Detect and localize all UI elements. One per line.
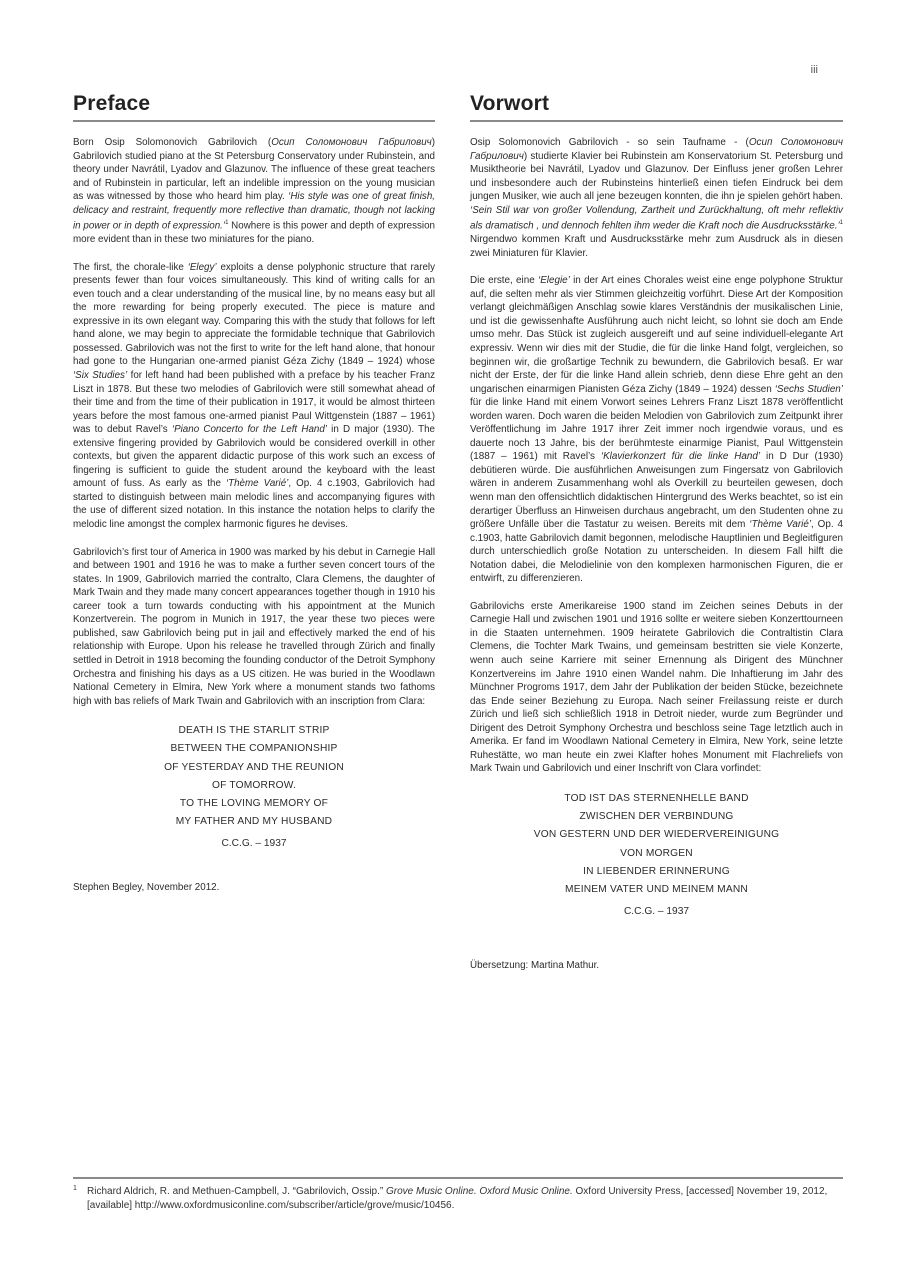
preface-body [73, 136, 435, 894]
vorwort-title: Vorwort [470, 92, 843, 122]
preface-author-credit: Stephen Begley, November 2012. [73, 881, 220, 893]
preface-paragraph-1: Born Osip Solomonovich Gabrilovich (Осип Соломонович Габрилович) Gabrilovich studied piano at the St Petersburg Conservatory under Rubinstein, and theory under Navrátil, Lyadov and Glazunov. The influence of these great teachers and of Rubinstein in particular, left an indelible impression on the young musician as was witnessed by those who heard him play. ‘His style was one of great finish, delicacy and restraint, frequently more reflective than dramatic, though not lacking in power or in depth of expression.’$^1$ Nowhere is this power and depth of expression more evident than in these two miniatures for the piano. [73, 137, 435, 246]
footnote-text: Richard Aldrich, R. and Methuen-Campbell, J. “Gabrilovich, Ossip.” Grove Music Online. Oxford Music Online. Oxford University Press, [accessed] November 19, 2012, [available] http://www.oxfordmusiconline.com/subscriber/article/grove/music/10456. [87, 1186, 828, 1211]
vorwort-paragraph-3: Gabrilovichs erste Amerikareise 1900 stand im Zeichen seines Debuts in der Carnegie Hall und zwischen 1901 und 1916 sollte er weitere sieben Konzerttourneen in die Staaten unternehmen. 1909 heiratete Gabrilovich die Contraltistin Clara Clemens, die Tochter Mark Twains, und gemeinsam bestritten sie viele Konzerte, wenn auch seine Karriere mit seiner Ernennung als Dirigent des Münchner Konzertvereins im Jahre 1910 einen Wandel nahm. Die Inhaftierung im Jahr des Münchner Progroms 1917, dem Jahr der Publikation der beiden Stücke, bezeichnete das Ende seiner Beziehung zu Europa. Nach seiner Freilassung reiste er durch Zürich und ließ sich schließlich 1918 in Detroit nieder, wurde zum Begründer und Dirigent des Detroit Symphony Orchestra und beschloss seine Tage letztlich auch in Amerika. Er fand im Woodlawn National Cemetery in Elmira, New York, seine letzte Ruhestätte, wo man heute ein zwei Klafter hohes Monument mit Flachreliefs von Mark Twain und Gabrilovich und einer Inschrift von Clara vorfindet: [470, 600, 843, 775]
epitaph-line: OF YESTERDAY AND THE REUNION [164, 761, 344, 773]
epitaph-line: DEATH IS THE STARLIT STRIP [178, 725, 330, 737]
vorwort-signoff: C.C.G. – 1937 [623, 906, 690, 918]
epitaph-line: TO THE LOVING MEMORY OF [179, 797, 329, 809]
footnote-ref[interactable]: 1 [839, 220, 843, 227]
footnote-divider [73, 1177, 843, 1179]
epitaph-line: VON GESTERN UND DER WIEDERVEREINIGUNG [533, 829, 780, 841]
epitaph-line: MY FATHER AND MY HUSBAND [175, 816, 333, 828]
page-number: iii [810, 64, 818, 76]
footnote-mark: 1 [73, 1185, 77, 1192]
epitaph-line: ZWISCHEN DER VERBINDUNG [579, 811, 734, 823]
epitaph-line: OF TOMORROW. [211, 779, 297, 791]
preface-column [73, 92, 435, 894]
preface-paragraph-3: Gabrilovich’s first tour of America in 1900 was marked by his debut in Carnegie Hall and between 1901 and 1916 he was to make a further seven concert tours of the states. In 1909, Gabrilovich married the contralto, Clara Clemens, the daughter of Mark Twain and they made many concert appearances together though in 1910 his career took a turn towards conducting with his appointment at the Munich Konzertverein. The pogrom in Munich in 1917, the year these two pieces were published, saw Gabrilovich being put in jail and effectively marked the end of his relationship with Europe. Upon his release he travelled through Zürich and finally settled in Detroit in 1918 becoming the founding conductor of the Detroit Symphony Orchestra and finishing his days as a US citizen. He was buried in the Woodlawn National Cemetery in Elmira, New York where a monument stands two fathoms high with bas reliefs of Mark Twain and Gabrilovich with an inscription from Clara: [73, 546, 435, 707]
footnote [73, 1185, 843, 1213]
vorwort-paragraph-2: Die erste, eine ‘Elegie’ in der Art eines Chorales weist eine enge polyphone Struktur auf, die selten mehr als vier Stimmen gleichzeitig vorführt. Diese Art der Komposition verlangt gleichmäßigen Anschlag sowie klares Verständnis der musikalischen Linie, und ist die gewissenhafte Ausführung auch nicht leicht, so lohnt sie doch am Ende umso mehr. Das Stück ist zugleich ausgereift und auf seine individuell-elegante Art expressiv. Wenn wir dies mit der Studie, die für die linke Hand folgt, vergleichen, so beginnen wir, die großartige Technik zu bewundern, die Gabrilovich besaß. Er war nicht der Erste, der für die linke Hand allein schrieb, denn diese Ehre geht an den ungarischen einarmigen Pianisten Géza Zichy (1849 – 1924) dessen ‘Sechs Studien’ für die linke Hand mit einem Vorwort seines Lehrers Franz Liszt 1878 veröffentlicht worden waren. Doch waren die beiden Melodien von Gabrilovich zum Zeitpunkt ihrer Veröffentlichung im Jahre 1917 ihrer Zeit immer noch irgendwie voraus, und es dauerte noch 13 Jahre, bis der berühmteste einarmige Pianist, Paul Wittgenstein (1887 – 1961) mit Ravel’s ‘Klavierkonzert für die linke Hand’ in D Dur (1930) debütieren würde. Die ausführlichen Anweisungen zum Fingersatz von Gabrilovich wären in anderem Zusammenhang wohl als Overkill zu beurteilen gewesen, doch wenn man den offensichtlich didaktischen Hintergrund des Werks beachtet, so ist ein derartiger Überfluss an Hinweisen durchaus angebracht, um den Studenten ohne zu größere Unfälle über die Tastatur zu weisen. Bereits mit dem ‘Thème Varié’, Op. 4 c.1903, hatte Gabrilovich damit begonnen, melodische Hauptlinien und Begleitfiguren durch unterschiedlich große Notation zu unterscheiden. In diesem Fall hilft die Notation dabei, die Melodielinie von den komplexen harmonischen Figuren, die er entwirft, zu differenzieren. [470, 275, 844, 585]
epitaph-line: MEINEM VATER UND MEINEM MANN [565, 883, 748, 895]
epitaph-line: TOD IST DAS STERNENHELLE BAND [564, 792, 749, 804]
preface-paragraph-2: The first, the chorale-like ‘Elegy’ exploits a dense polyphonic structure that rarely presents fewer than four voices simultaneously. This kind of writing calls for an even touch and a clear understanding of the musical line, by no means easy but all the more rewarding for being properly executed. The piece is mature and expressive in its own elegant way. Comparing this with the study that follows for left hand alone, we may begin to appreciate the formidable technique that Gabrilovich possessed. Gabrilovich was not the first to write for the left hand alone, that honour had gone to the Hungarian one-armed pianist Géza Zichy (1849 – 1924) whose ‘Six Studies’ for left hand had been published with a preface by his teacher Franz Liszt in 1878. But these two melodies of Gabrilovich were still somewhat ahead of their time and from the time of their publication in 1917, it would be almost thirteen years before the most famous one-armed pianist Paul Wittgenstein (1887 – 1961) was to debut Ravel’s ‘Piano Concerto for the Left Hand’ in D major (1930). The extensive fingering provided by Gabrilovich would be considered overkill in other contexts, but given the apparent didactic purpose of this work such an excess of fingering is sufficient to guide the student around the keyboard with the least amount of fuss. As early as the ‘Thème Varié’, Op. 4 c.1903, Gabrilovich had started to distinguish between main melodic lines and accompanying figures with the use of different sized notation. In this instance the notation helps to clarify the melodic line amongst the complex harmonic figures he devises. [73, 261, 436, 531]
vorwort-paragraph-1: Osip Solomonovich Gabrilovich - so sein Taufname - (Осип Соломонович Габрилович) studierte Klavier bei Rubinstein am Konservatorium St. Petersburg und Musiktheorie bei Navrátil, Lyadov und Glazunov. Der Einfluss jener großen Lehrer und insbesondere auch der Rubinsteins hinterließ einen tiefen Eindruck bei dem jungen Musiker, wie auch all jene bezeugen konnten, die ihn je spielen gehört haben. ‘Sein Stil war von großer Vollendung, Zartheit und Zurückhaltung, oft mehr reflektiv als dramatisch , und dennoch fehlten ihm weder die Kraft noch die Ausdrucksstärke.’$^1$ Nirgendwo kommen Kraft und Ausdrucksstärke mehr zum Ausdruck als in diesen zwei Miniaturen für Klavier. [470, 137, 843, 259]
vorwort-column [470, 92, 843, 972]
vorwort-body [470, 136, 843, 972]
epitaph-line: IN LIEBENDER ERINNERUNG [583, 865, 730, 877]
preface-epitaph [73, 722, 435, 831]
preface-title: Preface [73, 92, 435, 122]
vorwort-epitaph [470, 790, 843, 899]
footnote-url[interactable]: Oxford University Press, [accessed] November 19, 2012, [available] http://www.oxfordmusiconline.com/subscriber/article/grove/music/10456. [87, 1186, 828, 1211]
epitaph-line: VON MORGEN [620, 847, 693, 859]
preface-signoff: C.C.G. – 1937 [221, 838, 287, 850]
epitaph-line: BETWEEN THE COMPANIONSHIP [170, 743, 338, 755]
vorwort-translator-credit: Übersetzung: Martina Mathur. [470, 959, 600, 971]
footnote-ref[interactable]: 1 [225, 220, 229, 227]
